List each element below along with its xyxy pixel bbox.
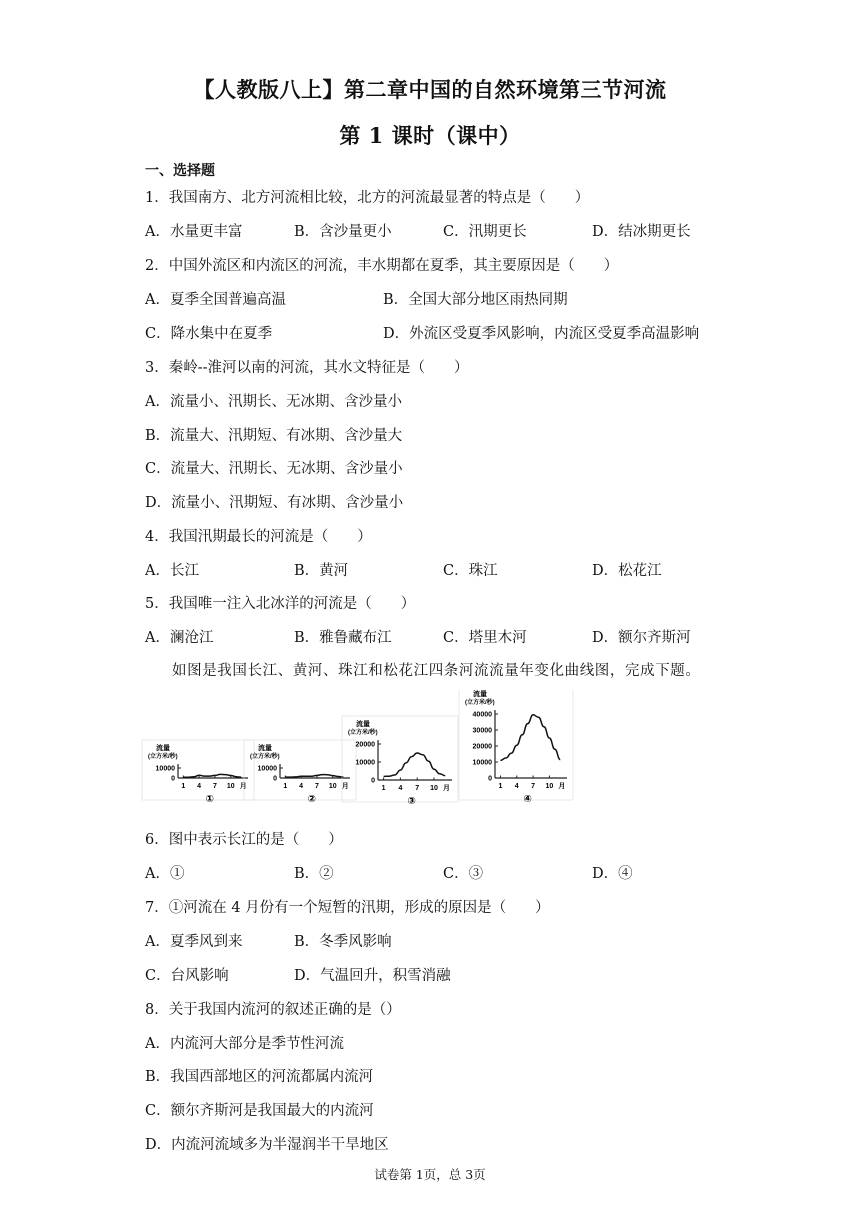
question-1-option-d[interactable]: D．结冰期更长 bbox=[592, 224, 691, 240]
chart-3-x-tick-label: 7 bbox=[415, 785, 420, 792]
chart-1-x-tick-label: 1 bbox=[181, 783, 186, 790]
chart-1-x-tick-label: 7 bbox=[213, 783, 217, 790]
question-4-option-d[interactable]: D．松花江 bbox=[592, 563, 662, 579]
chart-2-x-tick-label: 4 bbox=[299, 783, 304, 790]
question-4-option-b[interactable]: B．黄河 bbox=[294, 563, 349, 579]
chart-4-y-tick-label: 20000 bbox=[472, 743, 492, 751]
question-6-option-b[interactable]: B．② bbox=[294, 866, 334, 882]
question-3-option-a[interactable]: A．流量小、汛期长、无冰期、含沙量小 bbox=[145, 394, 402, 410]
chart-4-y-label: 流量 bbox=[473, 691, 487, 698]
question-6-option-a[interactable]: A．① bbox=[145, 866, 185, 882]
chart-3-y-tick-label: 0 bbox=[371, 777, 375, 785]
section-heading: 一、选择题 bbox=[145, 163, 215, 179]
question-1-option-a[interactable]: A．水量更丰富 bbox=[145, 224, 243, 240]
question-2-option-a[interactable]: A．夏季全国普遍高温 bbox=[145, 292, 286, 308]
question-7-option-c[interactable]: C．台风影响 bbox=[145, 968, 229, 984]
chart-4-x-unit: 月 bbox=[558, 783, 566, 790]
question-5-option-d[interactable]: D．额尔齐斯河 bbox=[592, 630, 691, 646]
page-title: 【人教版八上】第二章中国的自然环境第三节河流 bbox=[193, 77, 667, 102]
question-2-stem: 2．中国外流区和内流区的河流，丰水期都在夏季，其主要原因是（ ） bbox=[145, 258, 619, 274]
question-3-option-b[interactable]: B．流量大、汛期短、有冰期、含沙量大 bbox=[145, 428, 403, 444]
chart-4-y-tick-label: 10000 bbox=[472, 759, 492, 767]
chart-1-x-unit: 月 bbox=[239, 783, 247, 790]
chart-4-y-tick-label: 40000 bbox=[472, 711, 492, 719]
chart-4-x-tick-label: 4 bbox=[514, 783, 519, 790]
chart-2-y-tick-label: 10000 bbox=[257, 765, 277, 773]
chart-2-y-tick-label: 0 bbox=[273, 775, 277, 783]
chart-3-label: ③ bbox=[407, 796, 416, 807]
chart-3-flow-line bbox=[384, 753, 446, 776]
question-1-option-c[interactable]: C．汛期更长 bbox=[443, 224, 527, 240]
page-subtitle: 第 1 课时（课中） bbox=[339, 123, 521, 148]
question-2-option-b[interactable]: B．全国大部分地区雨热同期 bbox=[383, 292, 568, 308]
chart-1-flow-line bbox=[183, 774, 241, 777]
chart-4-label: ④ bbox=[523, 794, 532, 805]
question-5-option-c[interactable]: C．塔里木河 bbox=[443, 630, 527, 646]
chart-1-y-unit: (立方米/秒) bbox=[148, 754, 178, 760]
chart-2-x-tick-label: 7 bbox=[315, 783, 319, 790]
question-4-option-c[interactable]: C．珠江 bbox=[443, 563, 498, 579]
question-7-option-b[interactable]: B．冬季风影响 bbox=[294, 934, 392, 950]
chart-2-x-tick-label: 10 bbox=[328, 783, 337, 790]
chart-2-x-unit: 月 bbox=[341, 783, 349, 790]
chart-3-y-unit: (立方米/秒) bbox=[348, 730, 378, 736]
chart-4-y-unit: (立方米/秒) bbox=[465, 700, 495, 706]
chart-4-flow-line bbox=[500, 715, 560, 761]
chart-3-x-tick-label: 10 bbox=[430, 785, 438, 792]
chart-3-x-unit: 月 bbox=[443, 785, 450, 792]
question-2-option-c[interactable]: C．降水集中在夏季 bbox=[145, 326, 273, 342]
chart-2-label: ② bbox=[307, 794, 316, 805]
chart-1-y-tick-label: 10000 bbox=[155, 765, 175, 773]
chart-2-x-tick-label: 1 bbox=[283, 783, 288, 790]
chart-3-x-tick-label: 4 bbox=[398, 785, 403, 792]
question-4-option-a[interactable]: A．长江 bbox=[145, 563, 199, 579]
chart-4-x-tick-label: 1 bbox=[498, 783, 503, 790]
question-5-stem: 5．我国唯一注入北冰洋的河流是（ ） bbox=[145, 596, 416, 612]
river-flow-charts bbox=[0, 690, 860, 820]
question-7-option-a[interactable]: A．夏季风到来 bbox=[145, 934, 243, 950]
question-2-option-d[interactable]: D．外流区受夏季风影响，内流区受夏季高温影响 bbox=[383, 326, 700, 342]
chart-4-x-tick-label: 7 bbox=[531, 783, 536, 790]
question-7-stem: 7．①河流在 4 月份有一个短暂的汛期，形成的原因是（ ） bbox=[145, 900, 550, 916]
question-3-stem: 3．秦岭--淮河以南的河流，其水文特征是（ ） bbox=[145, 360, 469, 376]
chart-3-y-label: 流量 bbox=[356, 721, 370, 728]
question-6-option-d[interactable]: D．④ bbox=[592, 866, 633, 882]
question-3-option-d[interactable]: D．流量小、汛期短、有冰期、含沙量小 bbox=[145, 495, 404, 511]
chart-2-y-label: 流量 bbox=[258, 745, 272, 752]
question-1-stem: 1．我国南方、北方河流相比较，北方的河流最显著的特点是（ ） bbox=[145, 190, 590, 206]
chart-4-y-tick-label: 30000 bbox=[472, 727, 492, 735]
question-8-option-c[interactable]: C．额尔齐斯河是我国最大的内流河 bbox=[145, 1103, 374, 1119]
chart-1-x-tick-label: 4 bbox=[197, 783, 202, 790]
chart-3-y-tick-label: 10000 bbox=[355, 759, 375, 767]
question-8-stem: 8．关于我国内流河的叙述正确的是（） bbox=[145, 1002, 401, 1018]
chart-4-y-tick-label: 0 bbox=[488, 775, 492, 783]
chart-1-y-label: 流量 bbox=[156, 745, 170, 752]
chart-4-x-tick-label: 10 bbox=[545, 783, 554, 790]
question-6-option-c[interactable]: C．③ bbox=[443, 866, 484, 882]
chart-intro-text: 如图是我国长江、黄河、珠江和松花江四条河流流量年变化曲线图，完成下题。 bbox=[172, 663, 701, 679]
question-8-option-a[interactable]: A．内流河大部分是季节性河流 bbox=[145, 1036, 344, 1052]
question-8-option-d[interactable]: D．内流河流域多为半湿润半干旱地区 bbox=[145, 1137, 389, 1153]
chart-3-y-tick-label: 20000 bbox=[355, 741, 375, 749]
question-5-option-a[interactable]: A．澜沧江 bbox=[145, 630, 214, 646]
question-3-option-c[interactable]: C．流量大、汛期长、无冰期、含沙量小 bbox=[145, 461, 403, 477]
question-5-option-b[interactable]: B．雅鲁藏布江 bbox=[294, 630, 392, 646]
question-7-option-d[interactable]: D．气温回升，积雪消融 bbox=[294, 968, 451, 984]
question-8-option-b[interactable]: B．我国西部地区的河流都属内流河 bbox=[145, 1069, 374, 1085]
question-1-option-b[interactable]: B．含沙量更小 bbox=[294, 224, 392, 240]
chart-1-label: ① bbox=[205, 794, 214, 805]
question-6-stem: 6．图中表示长江的是（ ） bbox=[145, 832, 343, 848]
chart-1-y-tick-label: 0 bbox=[171, 775, 175, 783]
question-4-stem: 4．我国汛期最长的河流是（ ） bbox=[145, 529, 372, 545]
chart-2-y-unit: (立方米/秒) bbox=[250, 754, 280, 760]
chart-1-x-tick-label: 10 bbox=[226, 783, 235, 790]
chart-3-x-tick-label: 1 bbox=[381, 785, 386, 792]
page-footer: 试卷第 1页，总 3页 bbox=[374, 1167, 486, 1182]
chart-2-flow-line bbox=[285, 775, 343, 778]
